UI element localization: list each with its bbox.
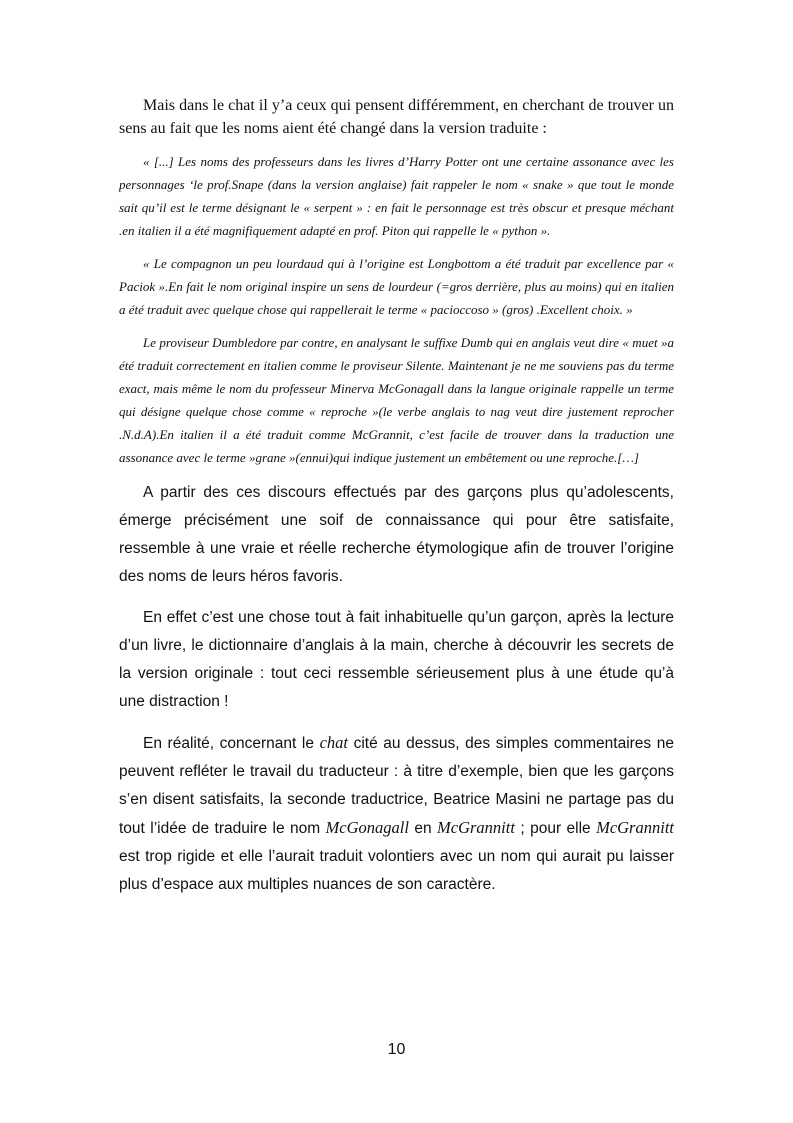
quote-dumbledore: Le proviseur Dumbledore par contre, en analysant le suffixe Dumb qui en anglais veut dire « muet »a été traduit correctement en italien comme le proviseur Silente. Maintenant je ne me souviens pas du terme exact, mais même le nom du professeur Minerva McGonagall dans la langue originale rappelle un terme qui désigne quelque chose comme « reproche »(le verbe anglais to nag veut dire justement reprocher .N.d.A).En italien il a été traduit comme McGrannit, c’est facile de trouver dans la traduction une assonance avec le terme »grane »(ennui)qui indique justement un embêtement ou une reproche.[…]	[119, 335, 674, 465]
quote-longbottom: « Le compagnon un peu lourdaud qui à l’origine est Longbottom a été traduit par excellence par « Paciok ».En fait le nom original inspire un sens de lourdeur (=gros derrière, plus au moins) qui en italien a été traduit avec quelque chose qui rappellerait le terme « pacioccoso » (gros) .Excellent choix. »	[119, 256, 674, 317]
intro-paragraph: Mais dans le chat il y’a ceux qui pensent différemment, en cherchant de trouver un sens au fait que les noms aient été changé dans la version traduite :	[119, 97, 674, 137]
paragraph-unusual: En effet c’est une chose tout à fait inhabituelle qu’un garçon, après la lecture d’un livre, le dictionnaire d’anglais à la main, cherche à découvrir les secrets de la version originale : tout ceci ressemble sérieusement plus à une étude qu’à une distraction !	[119, 609, 674, 710]
text-span: en	[408, 820, 438, 837]
name-mcgrannitt: McGrannitt	[437, 818, 515, 837]
text-span: En réalité, concernant le	[143, 735, 320, 752]
text-span: ; pour elle	[514, 820, 597, 837]
paragraph-etymology: A partir des ces discours effectués par des garçons plus qu’adolescents, émerge précisément une soif de connaissance qui pour être satisfaite, ressemble à une vraie et réelle recherche étymologique afin de trouver l’origine des noms de leurs héros favoris.	[119, 484, 674, 585]
name-mcgrannitt: McGrannitt	[596, 818, 674, 837]
quote-professors: « [...] Les noms des professeurs dans les livres d’Harry Potter ont une certaine assonance avec les personnages ‘le prof.Snape (dans la version anglaise) fait rappeler le nom « snake » que tout le monde sait qu’il est le terme désignant le « serpent » : en fait le personnage est très obscur et presque méchant .en italien il a été magnifiquement adapté en prof. Piton qui rappelle le « python ».	[119, 154, 674, 238]
name-mcgonagall: McGonagall	[325, 818, 409, 837]
text-span: est trop rigide et elle l’aurait traduit volontiers avec un nom qui aurait pu laisser plus d’espace aux multiples nuances de son caractère.	[119, 848, 674, 893]
page-body	[119, 94, 674, 912]
paragraph-translator	[119, 729, 674, 899]
term-chat: chat	[319, 733, 349, 752]
text-span: cité au dessus, des simples commentaires ne peuvent refléter le travail du traducteur : à titre d’exemple, bien que les garçons s’en disent satisfaits, la seconde traductrice, Beatrice Masini ne partage pas du tout l’idée de traduire le nom	[119, 735, 675, 837]
page-number: 10	[387, 1041, 406, 1058]
